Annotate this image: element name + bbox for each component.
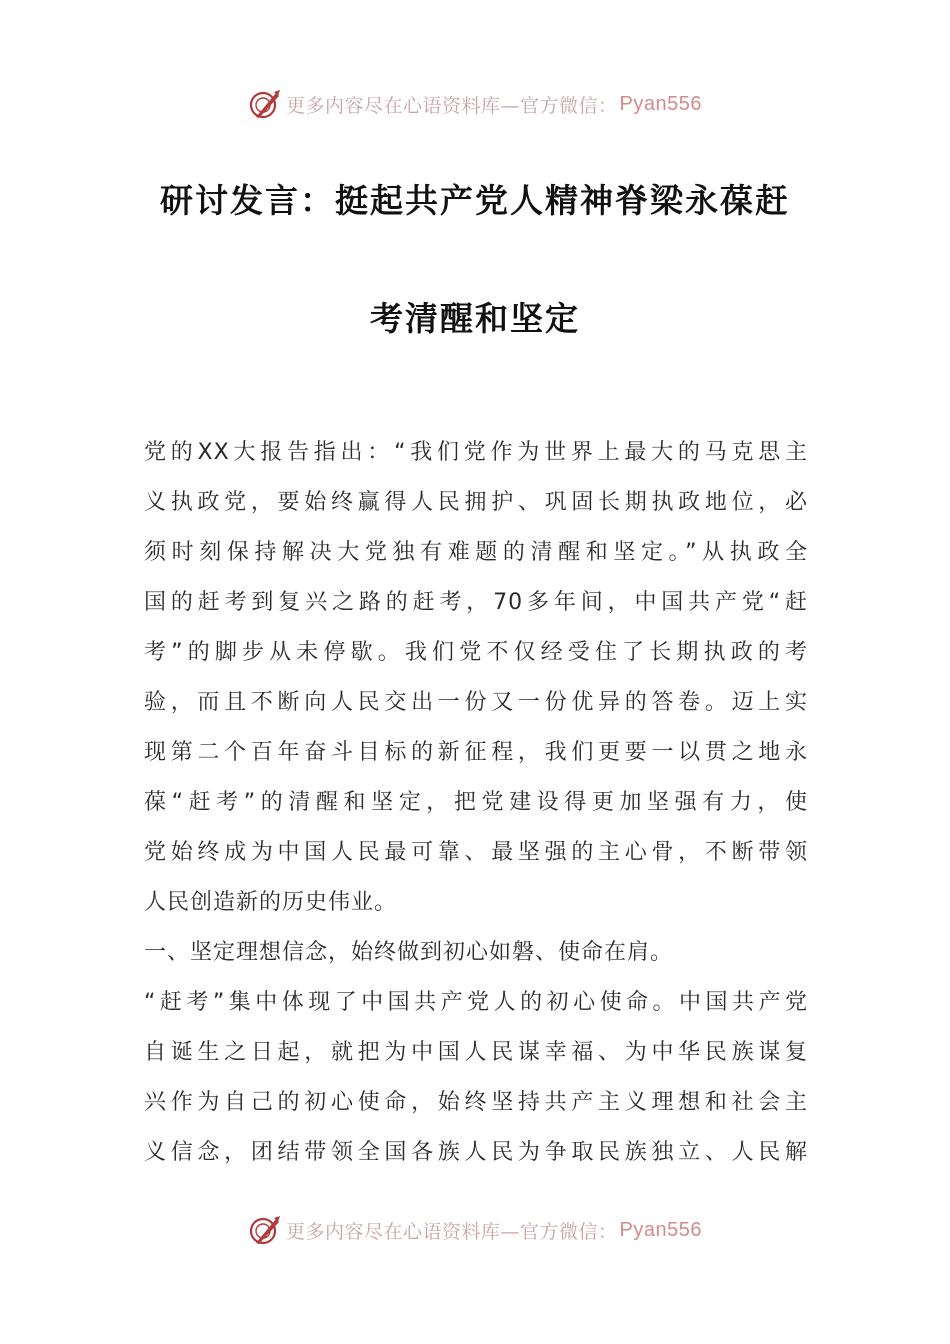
banner-text: 更多内容尽在心语资料库—官方微信：	[286, 94, 618, 117]
body-line: 党始终成为中国人民最可靠、最坚强的主心骨，不断带领	[144, 840, 808, 865]
page-footer-banner	[0, 1208, 950, 1252]
body-line: 须时刻保持解决大党独有难题的清醒和坚定。”从执政全	[144, 540, 808, 565]
document-body	[144, 428, 808, 1178]
body-line: 考”的脚步从未停歇。我们党不仅经受住了长期执政的考	[144, 640, 808, 665]
body-line: 党的XX大报告指出：“我们党作为世界上最大的马克思主	[144, 440, 808, 465]
section-heading: 一、坚定理想信念，始终做到初心如磐、使命在肩。	[144, 940, 674, 965]
document-title-line-2: 考清醒和坚定	[370, 299, 580, 338]
body-line: 义执政党，要始终赢得人民拥护、巩固长期执政地位，必	[144, 490, 808, 515]
body-line: 义信念，团结带领全国各族人民为争取民族独立、人民解	[144, 1140, 808, 1165]
body-line: 国的赶考到复兴之路的赶考，70多年间，中国共产党“赶	[144, 590, 808, 615]
banner-text: 更多内容尽在心语资料库—官方微信：	[286, 1220, 618, 1243]
body-line: 现第二个百年奋斗目标的新征程，我们更要一以贯之地永	[144, 740, 808, 765]
document-title-line-1: 研讨发言：挺起共产党人精神脊梁永葆赶	[160, 181, 790, 220]
wechat-id: Pyan556	[619, 92, 702, 115]
pen-logo-icon	[248, 87, 282, 121]
body-line: 兴作为自己的初心使命，始终坚持共产主义理想和社会主	[144, 1090, 808, 1115]
body-line: 人民创造新的历史伟业。	[144, 890, 398, 915]
wechat-id: Pyan556	[619, 1218, 702, 1241]
pen-logo-icon	[248, 1213, 282, 1247]
body-line: 验，而且不断向人民交出一份又一份优异的答卷。迈上实	[144, 690, 808, 715]
body-line: 葆“赶考”的清醒和坚定，把党建设得更加坚强有力，使	[144, 790, 808, 815]
body-line: 自诞生之日起，就把为中国人民谋幸福、为中华民族谋复	[144, 1040, 808, 1065]
body-line: “赶考”集中体现了中国共产党人的初心使命。中国共产党	[144, 990, 808, 1015]
page-header-banner	[0, 82, 950, 126]
